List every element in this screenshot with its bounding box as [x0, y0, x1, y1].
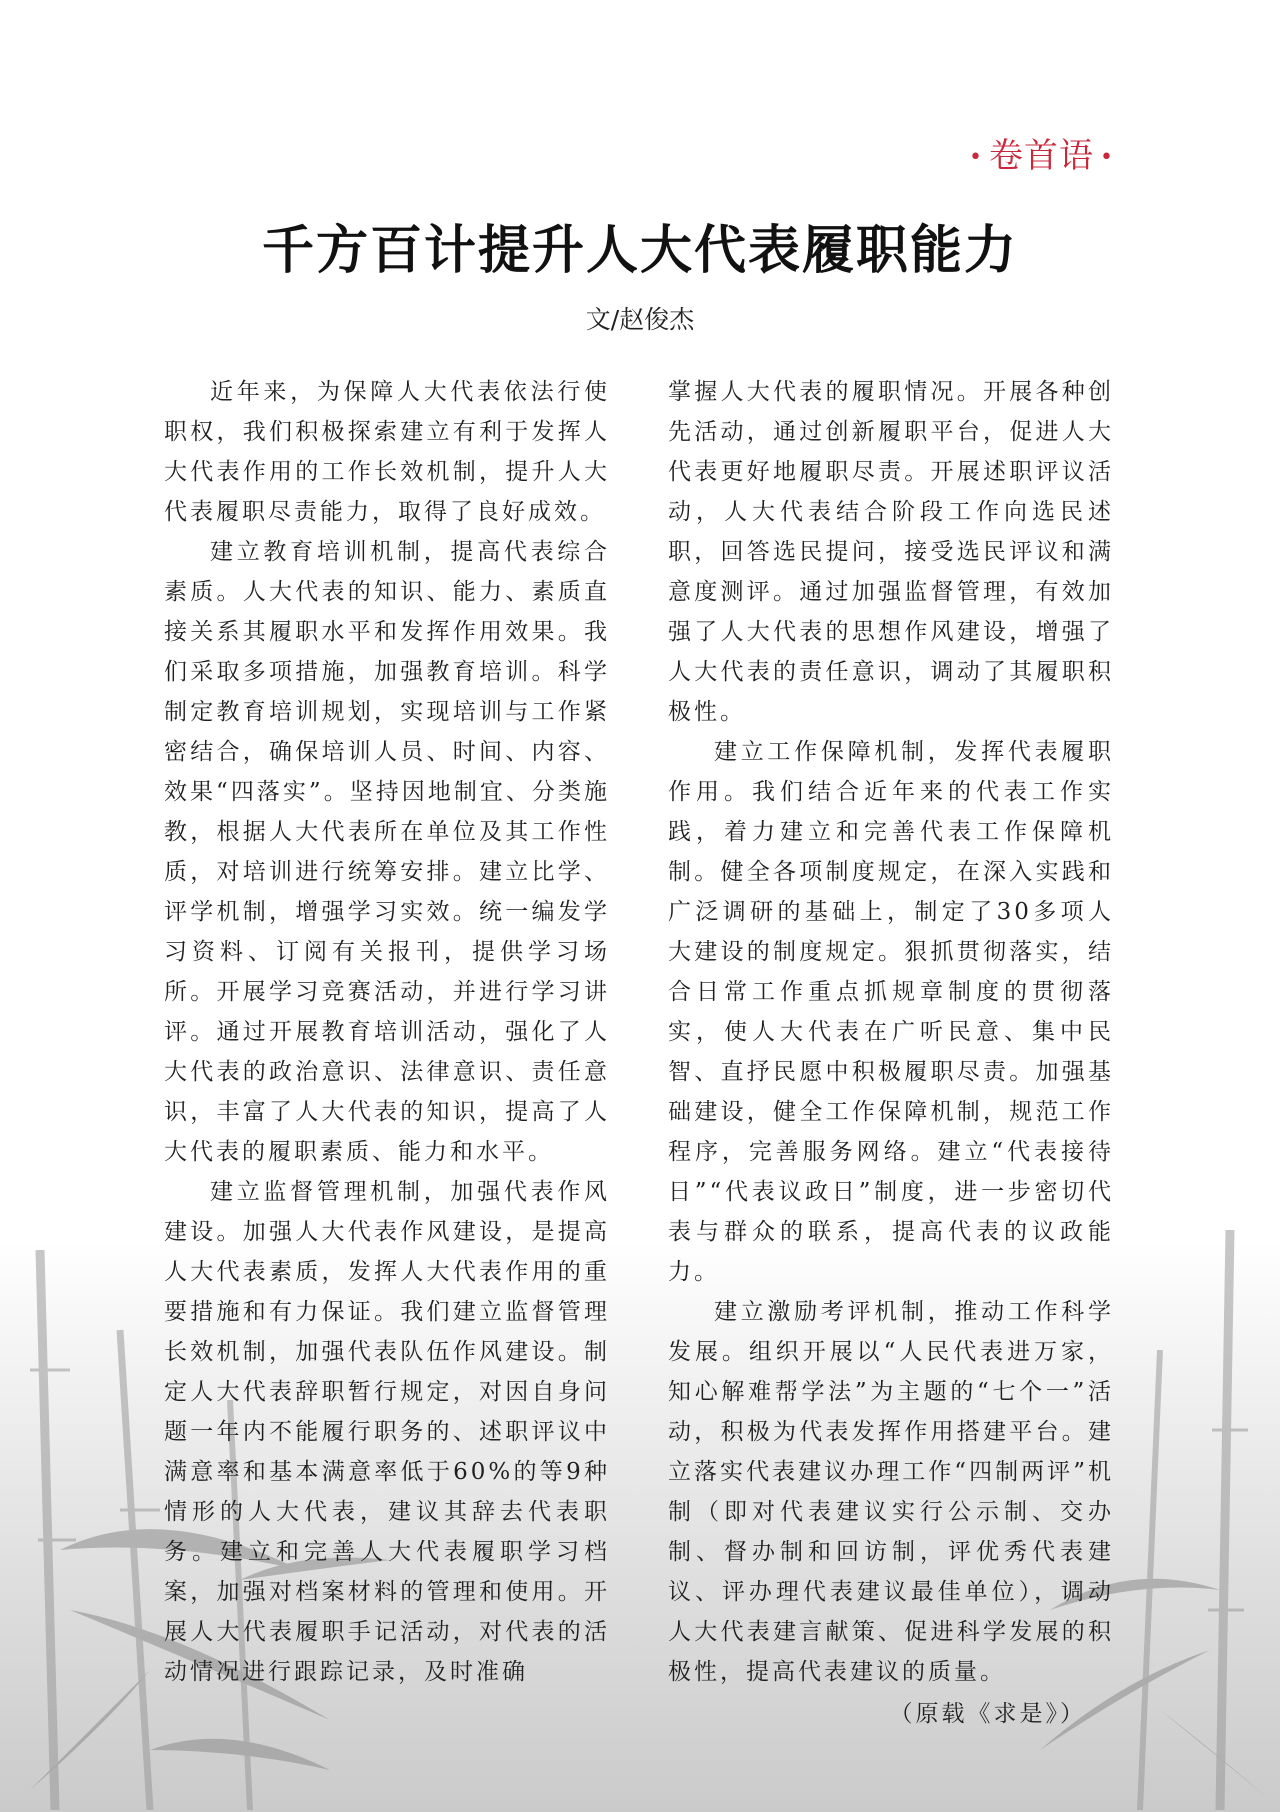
paragraph: 建立激励考评机制，推动工作科学发展。组织开展以“人民代表进万家，知心解难帮学法”为主题的“七个一”活动，积极为代表发挥作用搭建平台。建立落实代表建议办理工作“四制两评”机制（即对代表建议实行公示制、交办制、督办制和回访制，评优秀代表建议、评办理代表建议最佳单位），调动人大代表建言献策、促进科学发展的积极性，提高代表建议的质量。: [668, 1299, 1114, 1685]
section-label-text: 卷首语: [989, 136, 1095, 176]
source-note: （原载《求是》）: [889, 1701, 1086, 1727]
bullet-dot-icon: •: [969, 145, 984, 170]
article-title: 千方百计提升人大代表履职能力: [261, 220, 1018, 281]
paragraph: 近年来，为保障人大代表依法行使职权，我们积极探索建立有利于发挥人大代表作用的工作长效机制，提升人大代表履职尽责能力，取得了良好成效。: [164, 379, 610, 525]
paragraph: 建立监督管理机制，加强代表作风建设。加强人大代表作风建设，是提高人大代表素质，发挥人大代表作用的重要措施和有力保证。我们建立监督管理长效机制，加强代表队伍作风建设。制定人大代表辞职暂行规定，对因自身问题一年内不能履行职务的、述职评议中满意率和基本满意率低于60%的等9种情形的人大代表，建议其辞去代表职务。建立和完善人大代表履职学习档案，加强对档案材料的管理和使用。开展人大代表履职手记活动，对代表的活动情况进行跟踪记录，及时准确: [164, 1179, 610, 1685]
article-column-left: [164, 372, 610, 1692]
section-label: [963, 128, 1120, 177]
bullet-dot-icon: •: [1100, 145, 1114, 170]
author-byline: 文/赵俊杰: [585, 305, 695, 334]
paragraph-continuation: 掌握人大代表的履职情况。开展各种创先活动，通过创新履职平台，促进人大代表更好地履职尽责。开展述职评议活动，人大代表结合阶段工作向选民述职，回答选民提问，接受选民评议和满意度测评。通过加强监督管理，有效加强了人大代表的思想作风建设，增强了人大代表的责任意识，调动了其履职积极性。: [668, 379, 1114, 725]
paragraph: 建立工作保障机制，发挥代表履职作用。我们结合近年来的代表工作实践，着力建立和完善代表工作保障机制。健全各项制度规定，在深入实践和广泛调研的基础上，制定了30多项人大建设的制度规定。狠抓贯彻落实，结合日常工作重点抓规章制度的贯彻落实，使人大代表在广听民意、集中民智、直抒民愿中积极履职尽责。加强基础建设，健全工作保障机制，规范工作程序，完善服务网络。建立“代表接待日”“代表议政日”制度，进一步密切代表与群众的联系，提高代表的议政能力。: [668, 739, 1114, 1285]
article-column-right: [668, 372, 1114, 1734]
paragraph: 建立教育培训机制，提高代表综合素质。人大代表的知识、能力、素质直接关系其履职水平和发挥作用效果。我们采取多项措施，加强教育培训。科学制定教育培训规划，实现培训与工作紧密结合，确保培训人员、时间、内容、效果“四落实”。坚持因地制宜、分类施教，根据人大代表所在单位及其工作性质，对培训进行统筹安排。建立比学、评学机制，增强学习实效。统一编发学习资料、订阅有关报刊，提供学习场所。开展学习竞赛活动，并进行学习讲评。通过开展教育培训活动，强化了人大代表的政治意识、法律意识、责任意识，丰富了人大代表的知识，提高了人大代表的履职素质、能力和水平。: [164, 539, 610, 1165]
